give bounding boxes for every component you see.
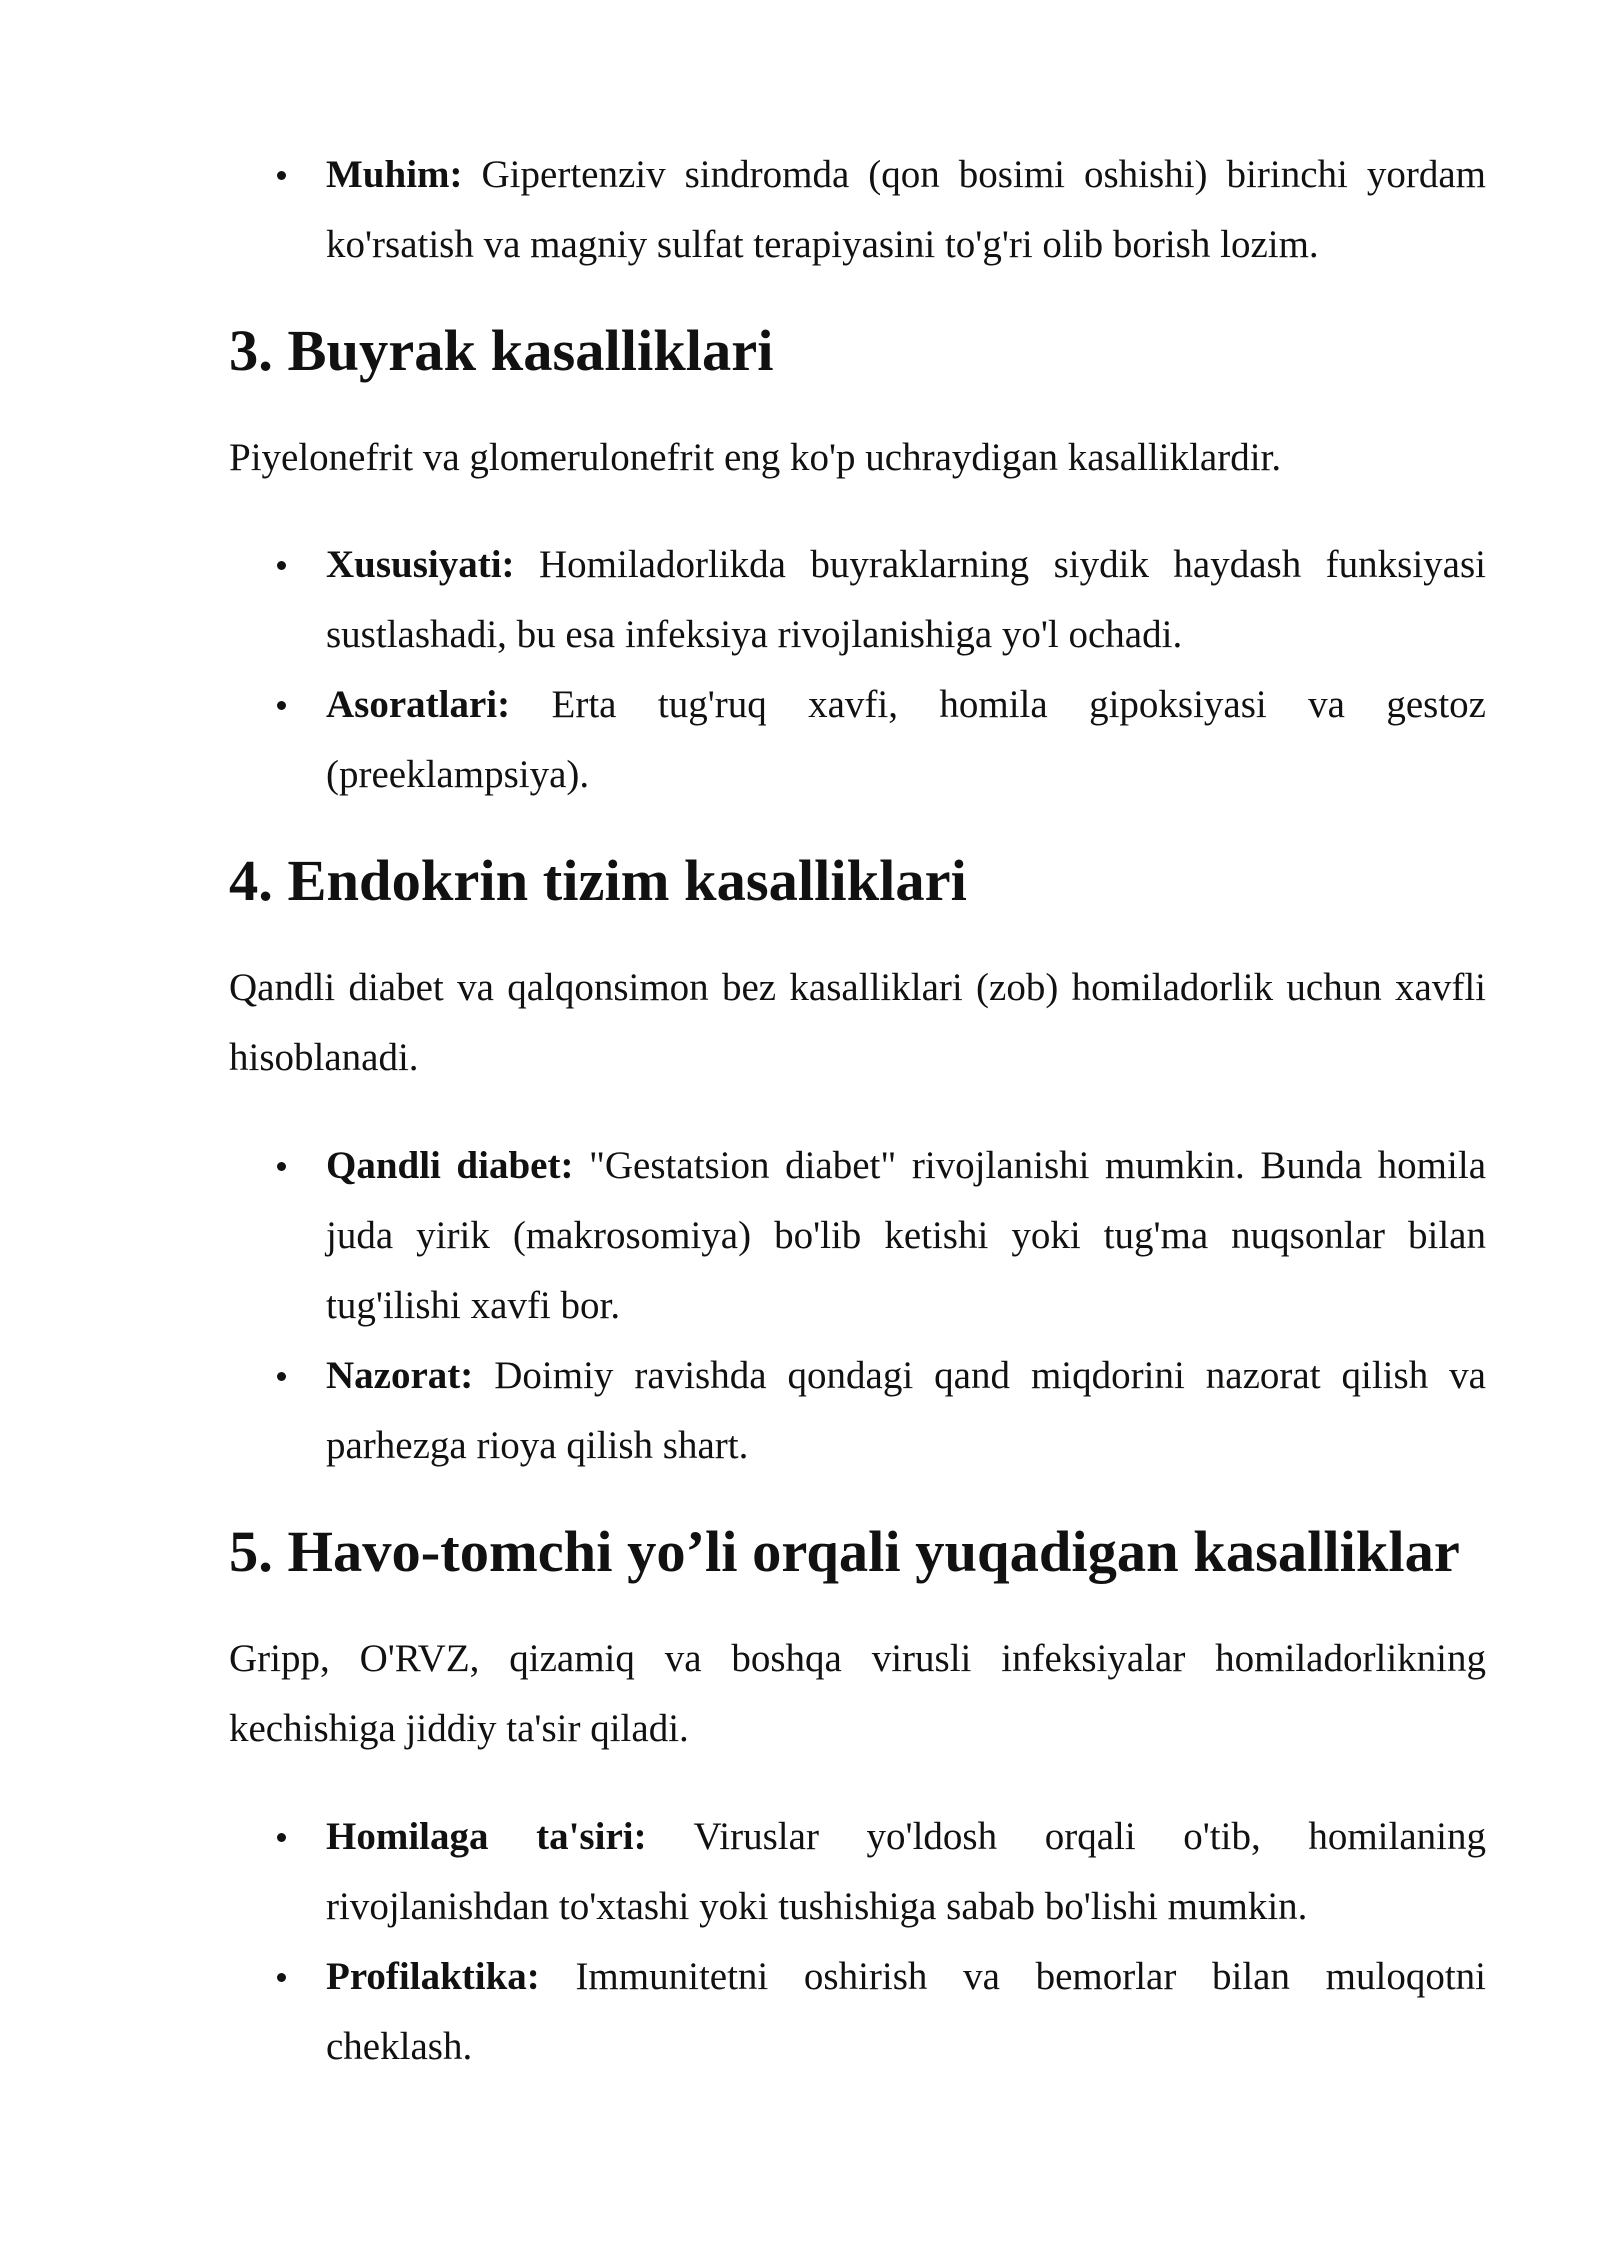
list-item-term: Homilaga ta'siri: — [326, 1815, 647, 1858]
list-item-term: Qandli diabet: — [326, 1144, 574, 1187]
list-item — [229, 1131, 1486, 1341]
section-heading-buyrak: 3. Buyrak kasalliklari — [229, 318, 774, 383]
section-heading-havo-tomchi: 5. Havo-tomchi yo’li orqali yuqadigan kasalliklar — [229, 1519, 1460, 1584]
list-item-text: Homiladorlikda buyraklarning siydik haydash funksiyasi sustlashadi, bu esa infeksiya rivojlanishiga yo'l ochadi. — [326, 543, 1486, 656]
section-paragraph-buyrak: Piyelonefrit va glomerulonefrit eng ko'p uchraydigan kasalliklardir. — [229, 436, 1282, 479]
list-item-term: Nazorat: — [326, 1354, 474, 1397]
bullet-icon — [277, 1372, 286, 1381]
section-heading-endokrin: 4. Endokrin tizim kasalliklari — [229, 848, 967, 913]
list-item — [229, 1341, 1486, 1481]
bullet-icon — [277, 561, 286, 570]
list-item-term: Asoratlari: — [326, 683, 511, 726]
list-item — [229, 140, 1486, 280]
section-bullet-list-havo-tomchi — [229, 1802, 1486, 2082]
bullet-icon — [277, 1973, 286, 1982]
list-item — [229, 1802, 1486, 1942]
section-paragraph-havo-tomchi: Gripp, O'RVZ, qizamiq va boshqa virusli infeksiyalar homiladorlikning kechishiga jiddiy ta'sir qiladi. — [229, 1637, 1486, 1750]
document-page — [229, 140, 1486, 2082]
list-item-text: Doimiy ravishda qondagi qand miqdorini nazorat qilish va parhezga rioya qilish shart. — [326, 1354, 1486, 1467]
list-item-text: Viruslar yo'ldosh orqali o'tib, homilaning rivojlanishdan to'xtashi yoki tushishiga sabab bo'lishi mumkin. — [326, 1815, 1486, 1928]
list-item-text: Erta tug'ruq xavfi, homila gipoksiyasi va gestoz (preeklampsiya). — [326, 683, 1486, 796]
list-item — [229, 530, 1486, 670]
section-bullet-list-buyrak — [229, 530, 1486, 810]
bullet-icon — [277, 701, 286, 710]
section-bullet-list-endokrin — [229, 1131, 1486, 1481]
list-item-text: Immunitetni oshirish va bemorlar bilan muloqotni cheklash. — [326, 1955, 1486, 2068]
bullet-icon — [277, 171, 286, 180]
list-item — [229, 670, 1486, 810]
bullet-icon — [277, 1162, 286, 1171]
section-paragraph-endokrin: Qandli diabet va qalqonsimon bez kasalliklari (zob) homiladorlik uchun xavfli hisoblanadi. — [229, 966, 1486, 1079]
bullet-icon — [277, 1833, 286, 1842]
list-item-text: Gipertenziv sindromda (qon bosimi oshishi) birinchi yordam ko'rsatish va magniy sulfat terapiyasini to'g'ri olib borish lozim. — [326, 153, 1486, 266]
list-item — [229, 1942, 1486, 2082]
list-item-text: "Gestatsion diabet" rivojlanishi mumkin. Bunda homila juda yirik (makrosomiya) bo'lib ketishi yoki tug'ma nuqsonlar bilan tug'ilishi xavfi bor. — [326, 1144, 1487, 1327]
intro-bullet-list — [229, 140, 1486, 280]
list-item-term: Muhim: — [326, 153, 463, 196]
list-item-term: Xususiyati: — [326, 543, 515, 586]
list-item-term: Profilaktika: — [326, 1955, 540, 1998]
